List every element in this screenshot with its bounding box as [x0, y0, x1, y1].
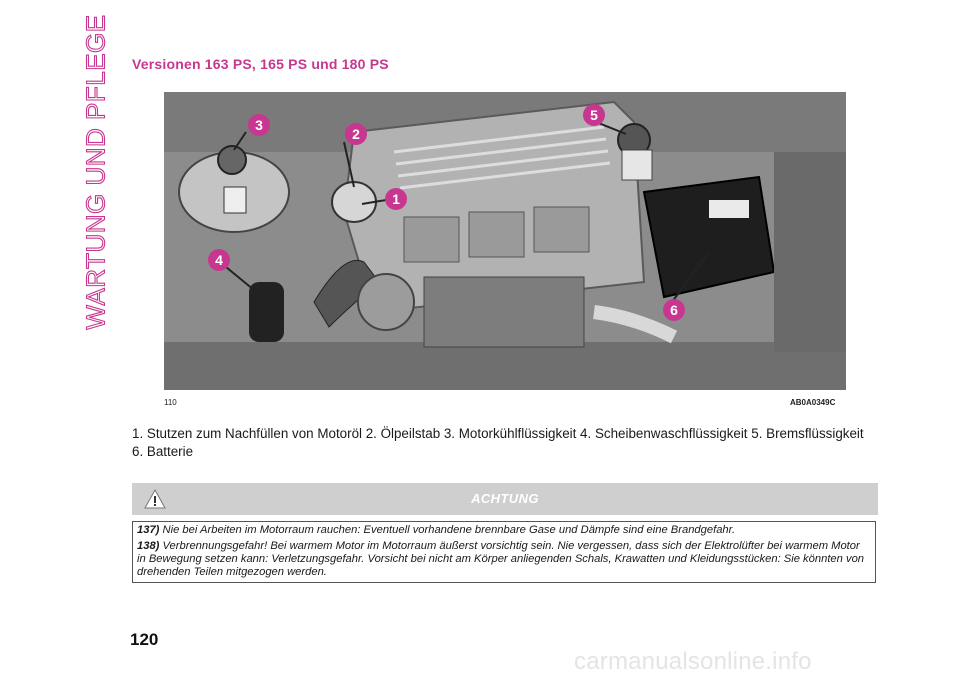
- engine-photo: [164, 92, 846, 390]
- callout-1: [385, 188, 407, 210]
- warning-divider: [133, 521, 875, 522]
- callout-5: [583, 104, 605, 126]
- svg-text:2: 2: [352, 126, 360, 142]
- svg-text:1: 1: [392, 191, 400, 207]
- callout-6: [663, 299, 685, 321]
- warning-note-137: [137, 524, 867, 537]
- note-id: 138): [137, 540, 160, 552]
- callout-3: [248, 114, 270, 136]
- callout-4: [208, 249, 230, 271]
- page-number: 120: [130, 630, 159, 649]
- svg-text:3: 3: [255, 117, 263, 133]
- svg-text:6: 6: [670, 302, 678, 318]
- svg-text:4: 4: [215, 252, 223, 268]
- warning-notes: [132, 521, 876, 583]
- figure-caption: 1. Stutzen zum Nachfüllen von Motoröl 2. Ölpeilstab 3. Motorkühlflüssigkeit 4. Scheibenwaschflüssigkeit 5. Bremsflüssigkeit 6. Batterie: [132, 426, 864, 459]
- figure-number: 110: [164, 398, 177, 407]
- engine-compartment-figure: [164, 92, 846, 390]
- watermark: carmanualsonline.info: [574, 648, 812, 675]
- svg-text:5: 5: [590, 107, 598, 123]
- warning-note-138: [137, 540, 867, 579]
- note-id: 137): [137, 524, 160, 536]
- warning-title: ACHTUNG: [471, 491, 539, 506]
- note-text: Nie bei Arbeiten im Motorraum rauchen: Eventuell vorhandene brennbare Gase und Dämpfe sind eine Brandgefahr.: [162, 524, 736, 536]
- note-text: Verbrennungsgefahr! Bei warmem Motor im Motorraum äußerst vorsichtig sein. Nie vergessen, dass sich der Elektrolüfter bei warmem Motor in Bewegung setzen kann: Verletzungsgefahr. Vorsicht bei nicht am Körper anliegenden Schals, Krawatten und Kleidungsstücken: Sie könnten von drehenden Teilen mitgezogen werden.: [137, 540, 865, 578]
- chapter-side-title: WARTUNG UND PFLEGE: [80, 14, 111, 330]
- callout-2: [345, 123, 367, 145]
- figure-code: AB0A0349C: [790, 398, 836, 407]
- section-heading: Versionen 163 PS, 165 PS und 180 PS: [132, 56, 389, 72]
- warning-header: [132, 483, 878, 515]
